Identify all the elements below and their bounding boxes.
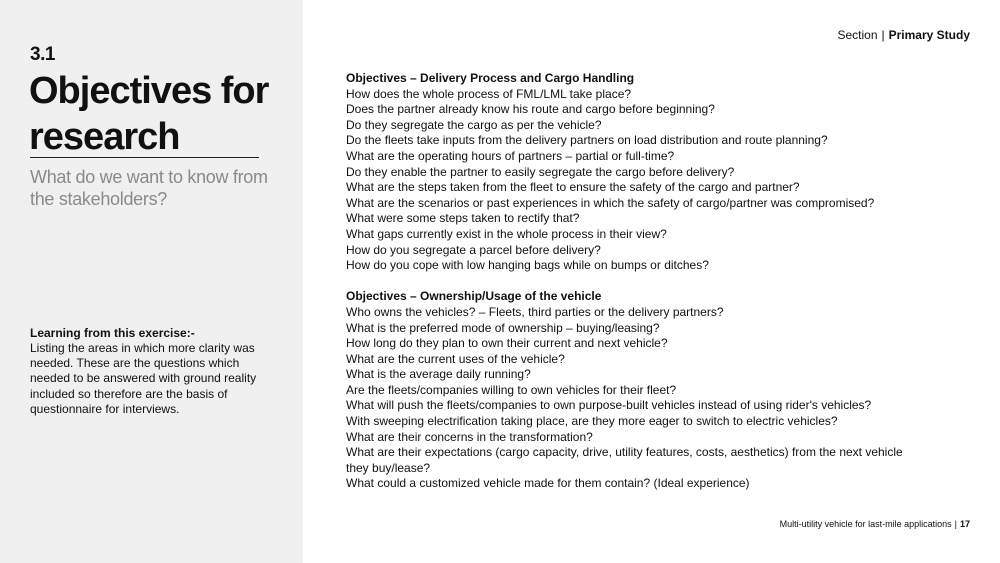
learning-heading: Learning from this exercise:- [30, 326, 195, 340]
objectives-heading: Objectives – Delivery Process and Cargo Handling [346, 71, 635, 85]
question-line: Are the fleets/companies willing to own vehicles for their fleet? [346, 382, 677, 397]
objectives-heading: Objectives – Ownership/Usage of the vehicle [346, 289, 602, 304]
question-line: With sweeping electrification taking place, are they more eager to switch to electric vehicles? [346, 414, 838, 429]
question-line: they buy/lease? [346, 460, 431, 475]
question-line: What are the current uses of the vehicle? [346, 351, 565, 366]
title-divider [30, 157, 259, 158]
left-panel [0, 0, 303, 563]
question-line: How do you segregate a parcel before delivery? [346, 242, 601, 257]
objectives-block-ownership [346, 289, 946, 492]
question-line: Does the partner already know his route and cargo before beginning? [346, 102, 715, 117]
question-line: What are the operating hours of partners – partial or full-time? [346, 148, 675, 163]
section-divider: | [881, 28, 885, 42]
question-line: What are the scenarios or past experiences in which the safety of cargo/partner was compromised? [346, 195, 875, 210]
question-line: What could a customized vehicle made for them contain? (Ideal experience) [346, 476, 750, 491]
question-line: How does the whole process of FML/LML take place? [346, 86, 632, 101]
question-line: What will push the fleets/companies to own purpose-built vehicles instead of using rider's vehicles? [346, 398, 872, 413]
question-line: What are their expectations (cargo capacity, drive, utility features, costs, aesthetics) from the next vehicle [346, 445, 903, 460]
question-line: What are the steps taken from the fleet to ensure the safety of the cargo and partner? [346, 180, 800, 195]
section-name: Primary Study [888, 28, 970, 42]
objectives-block-delivery [346, 71, 946, 274]
footer [780, 518, 970, 530]
footer-caption: Multi-utility vehicle for last-mile applications [779, 519, 952, 529]
section-label [837, 28, 970, 42]
question-line: What gaps currently exist in the whole process in their view? [346, 226, 667, 241]
learning-body: Listing the areas in which more clarity was needed. These are the questions which needed to be answered with ground reality included so therefore are the basis of questionnaire for interviews. [30, 341, 257, 416]
objectives-content [346, 71, 946, 508]
question-line: Do they enable the partner to easily segregate the cargo before delivery? [346, 164, 735, 179]
page-title: Objectives for research [29, 70, 269, 158]
section-number: 3.1 [30, 44, 55, 65]
page-subtitle: What do we want to know from the stakeholders? [30, 167, 268, 209]
question-line: How do you cope with low hanging bags while on bumps or ditches? [346, 258, 709, 273]
question-line: What are their concerns in the transformation? [346, 429, 593, 444]
question-line: Do they segregate the cargo as per the vehicle? [346, 117, 602, 132]
question-line: Do the fleets take inputs from the delivery partners on load distribution and route planning? [346, 133, 828, 148]
question-line: What were some steps taken to rectify that? [346, 211, 580, 226]
footer-divider: | [954, 519, 957, 529]
question-line: How long do they plan to own their current and next vehicle? [346, 336, 668, 351]
question-line: Who owns the vehicles? – Fleets, third parties or the delivery partners? [346, 304, 724, 319]
section-prefix: Section [837, 28, 878, 42]
question-line: What is the preferred mode of ownership – buying/leasing? [346, 320, 660, 335]
page-number: 17 [959, 519, 970, 529]
question-line: What is the average daily running? [346, 367, 531, 382]
